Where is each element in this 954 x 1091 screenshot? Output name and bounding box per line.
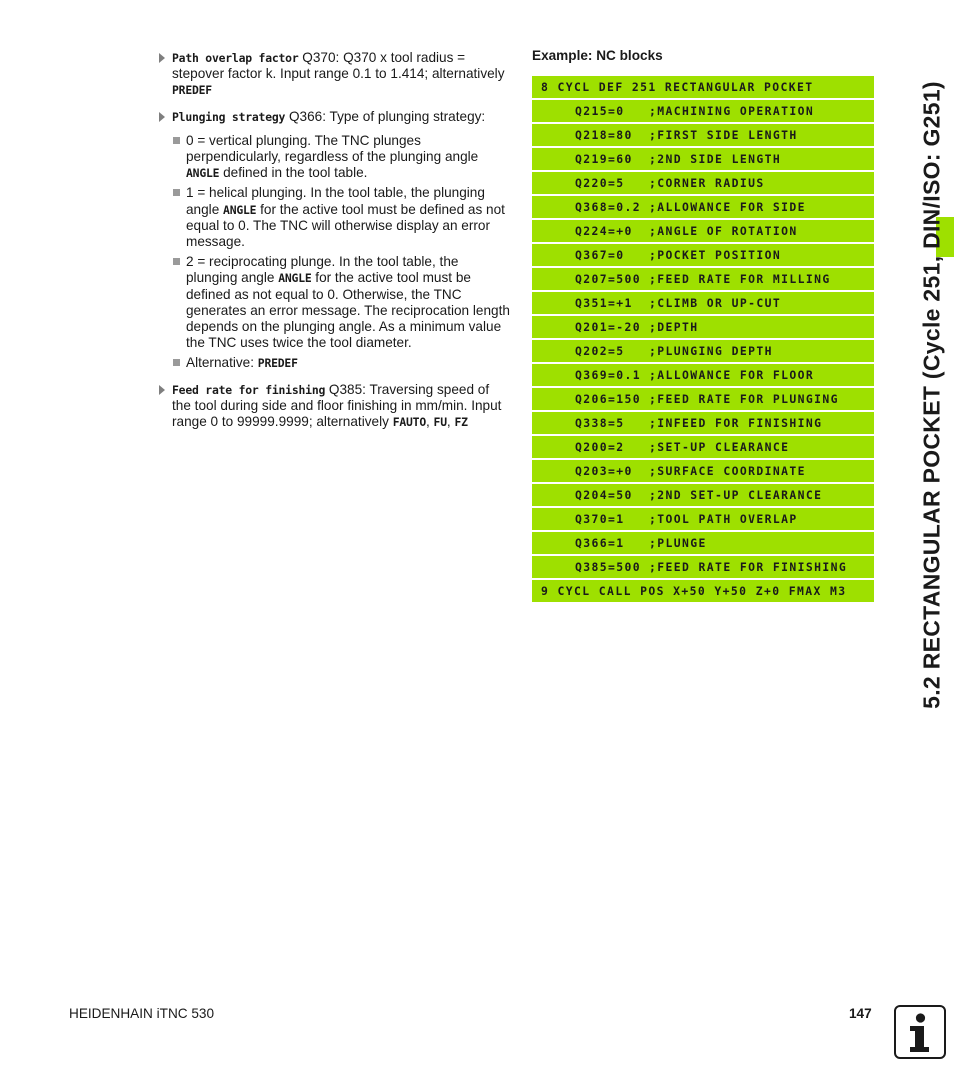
q-comment: ;FEED RATE FOR PLUNGING bbox=[649, 392, 839, 406]
q-parameter: Q202=5 bbox=[575, 344, 625, 358]
plunge-option-2 bbox=[172, 254, 510, 351]
option-text: for the active tool must be defined as not equal to 0. The TNC will otherwise display an error message. bbox=[186, 201, 505, 250]
option-code: ANGLE bbox=[186, 166, 220, 181]
param-description: Q370: Q370 x tool radius = stepover factor k. Input range 0.1 to 1.414; alternatively bbox=[172, 50, 505, 82]
example-title: Example: NC blocks bbox=[532, 48, 663, 63]
nc-parameter-row bbox=[532, 220, 874, 242]
square-bullet-icon bbox=[173, 189, 180, 196]
square-bullet-icon bbox=[173, 359, 180, 366]
nc-parameter-row bbox=[532, 100, 874, 122]
q-parameter: Q215=0 bbox=[575, 104, 625, 118]
q-parameter: Q370=1 bbox=[575, 512, 625, 526]
param-alternative: FU bbox=[433, 415, 447, 430]
triangle-bullet-icon bbox=[159, 385, 165, 395]
q-parameter: Q368=0.2 bbox=[575, 200, 642, 214]
manual-name: HEIDENHAIN iTNC 530 bbox=[69, 1006, 215, 1021]
triangle-bullet-icon bbox=[159, 112, 165, 122]
q-comment: ;PLUNGING DEPTH bbox=[649, 344, 773, 358]
nc-parameter-row bbox=[532, 460, 874, 482]
option-text: 2 = reciprocating plunge. In the tool table, the plunging angle bbox=[186, 254, 459, 286]
q-comment: ;CLIMB OR UP-CUT bbox=[649, 296, 782, 310]
option-text: for the active tool must be defined as not equal to 0. Otherwise, the TNC generates an error message. The reciprocation length depends on the plunging angle. As a minimum value the TNC uses twice the tool diameter. bbox=[186, 270, 510, 351]
nc-block-cycl-def: 8 CYCL DEF 251 RECTANGULAR POCKET bbox=[532, 76, 874, 98]
separator: , bbox=[446, 414, 455, 430]
page-number: 147 bbox=[849, 1006, 872, 1021]
q-parameter: Q367=0 bbox=[575, 248, 625, 262]
param-name: Path overlap factor bbox=[172, 51, 299, 65]
nc-block-list bbox=[532, 76, 874, 604]
plunge-option-0 bbox=[172, 133, 510, 182]
parameter-column bbox=[158, 50, 510, 440]
q-comment: ;POCKET POSITION bbox=[649, 248, 782, 262]
q-comment: ;DEPTH bbox=[649, 320, 699, 334]
q-parameter: Q366=1 bbox=[575, 536, 625, 550]
nc-parameter-row bbox=[532, 436, 874, 458]
q-parameter: Q369=0.1 bbox=[575, 368, 642, 382]
nc-parameter-row bbox=[532, 196, 874, 218]
q-comment: ;2ND SIDE LENGTH bbox=[649, 152, 782, 166]
triangle-bullet-icon bbox=[159, 53, 165, 63]
nc-parameter-row bbox=[532, 364, 874, 386]
q-comment: ;INFEED FOR FINISHING bbox=[649, 416, 823, 430]
nc-parameter-row bbox=[532, 556, 874, 578]
option-code: PREDEF bbox=[257, 356, 298, 371]
nc-parameter-row bbox=[532, 388, 874, 410]
nc-parameter-rows bbox=[532, 100, 874, 578]
nc-parameter-row bbox=[532, 268, 874, 290]
nc-parameter-row bbox=[532, 532, 874, 554]
q-comment: ;ALLOWANCE FOR SIDE bbox=[649, 200, 806, 214]
q-parameter: Q203=+0 bbox=[575, 464, 633, 478]
q-parameter: Q218=80 bbox=[575, 128, 633, 142]
nc-parameter-row bbox=[532, 148, 874, 170]
q-parameter: Q385=500 bbox=[575, 560, 642, 574]
param-path-overlap bbox=[158, 50, 510, 99]
option-text: Alternative: bbox=[186, 355, 258, 371]
q-comment: ;FIRST SIDE LENGTH bbox=[649, 128, 798, 142]
q-comment: ;PLUNGE bbox=[649, 536, 707, 550]
nc-parameter-row bbox=[532, 508, 874, 530]
param-name: Feed rate for finishing bbox=[172, 382, 326, 397]
nc-parameter-row bbox=[532, 124, 874, 146]
q-parameter: Q220=5 bbox=[575, 176, 625, 190]
nc-parameter-row bbox=[532, 340, 874, 362]
param-alternative: PREDEF bbox=[172, 83, 212, 98]
q-parameter: Q201=-20 bbox=[575, 320, 642, 334]
q-parameter: Q224=+0 bbox=[575, 224, 633, 238]
nc-parameter-row bbox=[532, 412, 874, 434]
q-comment: ;TOOL PATH OVERLAP bbox=[649, 512, 798, 526]
nc-parameter-row bbox=[532, 316, 874, 338]
square-bullet-icon bbox=[173, 258, 180, 265]
option-code: ANGLE bbox=[278, 271, 312, 286]
option-code: ANGLE bbox=[223, 202, 257, 217]
q-comment: ;2ND SET-UP CLEARANCE bbox=[649, 488, 823, 502]
nc-parameter-row bbox=[532, 292, 874, 314]
param-alternative: FZ bbox=[454, 415, 468, 430]
q-parameter: Q200=2 bbox=[575, 440, 625, 454]
q-comment: ;CORNER RADIUS bbox=[649, 176, 765, 190]
nc-block-cycl-call: 9 CYCL CALL POS X+50 Y+50 Z+0 FMAX M3 bbox=[532, 580, 874, 602]
q-comment: ;FEED RATE FOR MILLING bbox=[649, 272, 831, 286]
option-text: 1 = helical plunging. In the tool table, the plunging angle bbox=[186, 185, 485, 217]
separator: , bbox=[425, 414, 434, 430]
option-text: defined in the tool table. bbox=[219, 165, 368, 181]
q-comment: ;MACHINING OPERATION bbox=[649, 104, 815, 118]
param-plunging-strategy bbox=[158, 109, 510, 125]
q-comment: ;SURFACE COORDINATE bbox=[649, 464, 806, 478]
q-parameter: Q219=60 bbox=[575, 152, 633, 166]
square-bullet-icon bbox=[173, 137, 180, 144]
param-name: Plunging strategy bbox=[172, 109, 286, 124]
nc-parameter-row bbox=[532, 244, 874, 266]
param-description: Q385: Traversing speed of the tool during side and floor finishing in mm/min. Input range 0 to 99999.9999; alternatively bbox=[172, 381, 502, 430]
info-icon bbox=[894, 1005, 946, 1059]
nc-parameter-row bbox=[532, 172, 874, 194]
param-feed-rate-finishing bbox=[158, 382, 510, 431]
option-text: 0 = vertical plunging. The TNC plunges perpendicularly, regardless of the plunging angle bbox=[186, 132, 479, 165]
param-alternative: FAUTO bbox=[392, 415, 426, 430]
q-comment: ;SET-UP CLEARANCE bbox=[649, 440, 790, 454]
plunge-option-alternative bbox=[172, 355, 510, 371]
q-comment: ;FEED RATE FOR FINISHING bbox=[649, 560, 848, 574]
q-comment: ;ALLOWANCE FOR FLOOR bbox=[649, 368, 815, 382]
q-parameter: Q206=150 bbox=[575, 392, 642, 406]
nc-parameter-row bbox=[532, 484, 874, 506]
q-parameter: Q207=500 bbox=[575, 272, 642, 286]
param-description: Q366: Type of plunging strategy: bbox=[285, 108, 486, 124]
q-parameter: Q351=+1 bbox=[575, 296, 633, 310]
q-comment: ;ANGLE OF ROTATION bbox=[649, 224, 798, 238]
q-parameter: Q338=5 bbox=[575, 416, 625, 430]
q-parameter: Q204=50 bbox=[575, 488, 633, 502]
plunge-option-1 bbox=[172, 185, 510, 250]
section-title: 5.2 RECTANGULAR POCKET (Cycle 251, DIN/ISO: G251) bbox=[918, 81, 945, 709]
